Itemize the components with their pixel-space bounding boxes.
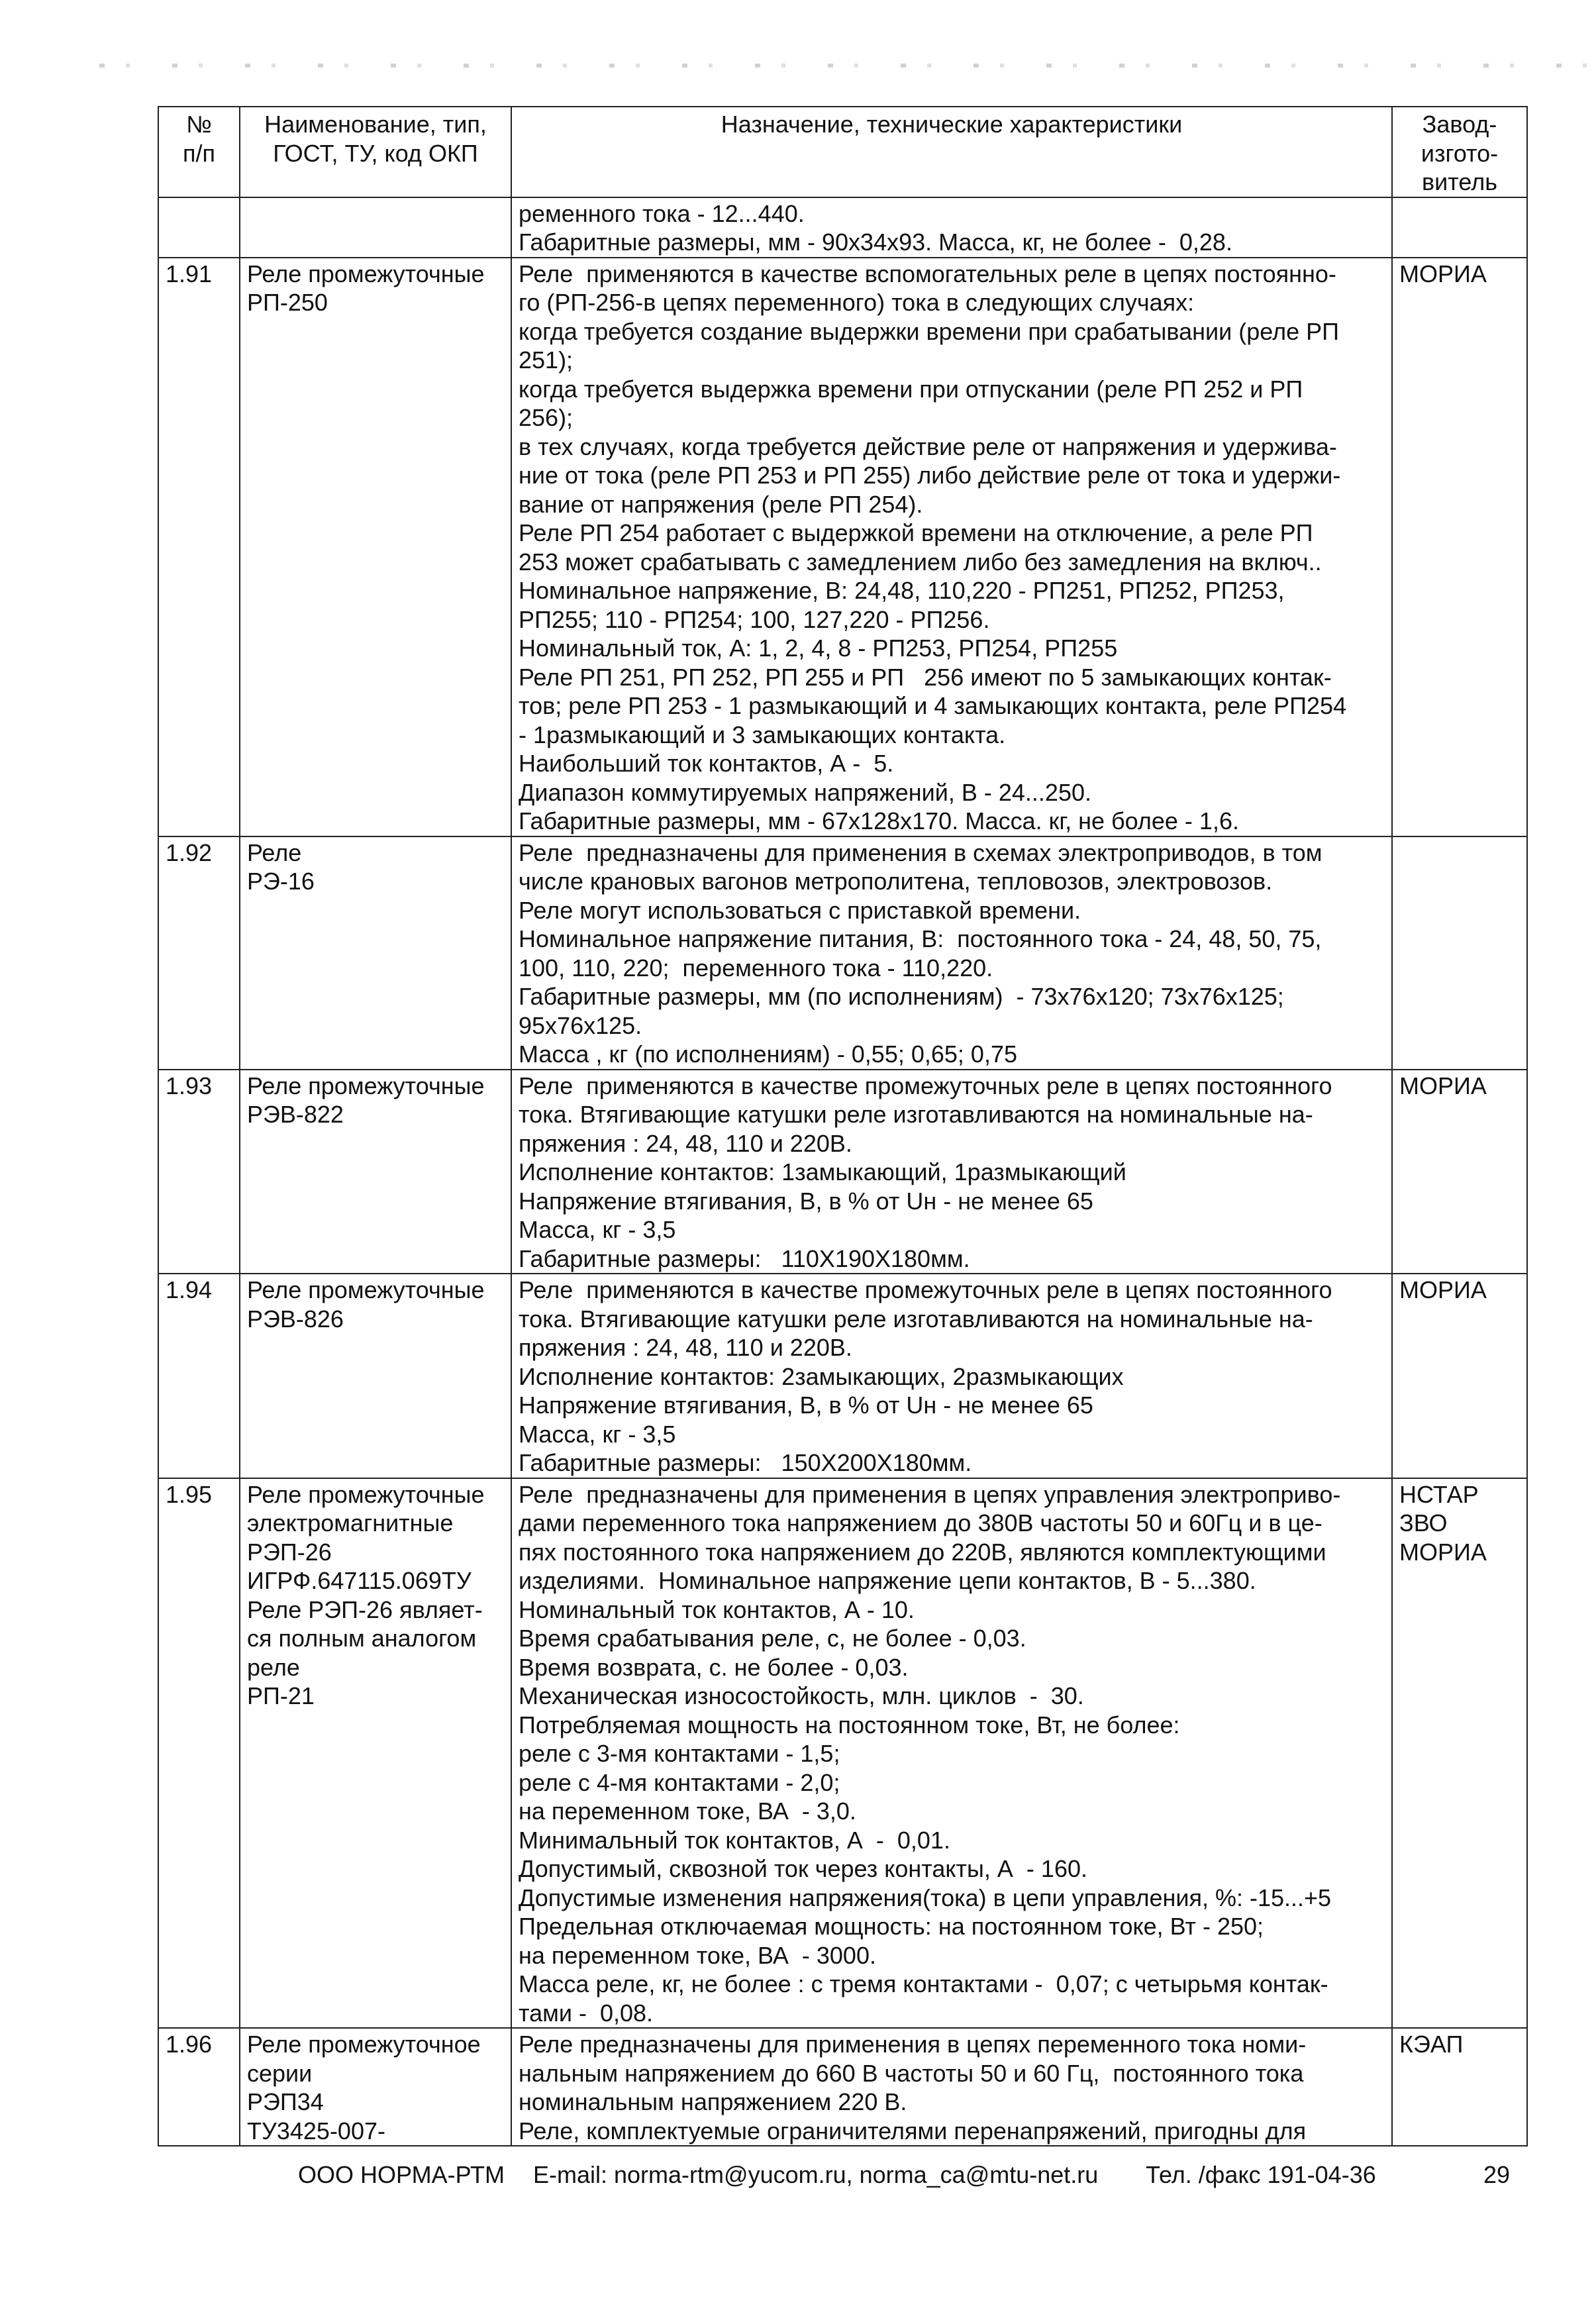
header-num bbox=[158, 107, 240, 197]
header-line: витель bbox=[1422, 168, 1497, 195]
product-name-line: РЭ-16 bbox=[247, 868, 315, 895]
description-line: Предельная отключаемая мощность: на постоянном токе, Вт - 250; bbox=[519, 1913, 1264, 1940]
description-line: Реле применяются в качестве промежуточных реле в цепях постоянного bbox=[519, 1276, 1332, 1303]
description-line: 251); bbox=[519, 346, 574, 374]
description-line: Наибольший ток контактов, А - 5. bbox=[519, 750, 894, 777]
description-line: в тех случаях, когда требуется действие реле от напряжения и удержива- bbox=[519, 432, 1337, 460]
page-number: 29 bbox=[1483, 2161, 1511, 2188]
description-line: 95х76х125. bbox=[519, 1011, 642, 1039]
cell-product-name bbox=[240, 836, 511, 1070]
manufacturer-line: МОРИА bbox=[1399, 1538, 1487, 1566]
description-line: вание от напряжения (реле РП 254). bbox=[519, 490, 923, 518]
cell-manufacturer bbox=[1392, 197, 1527, 258]
cell-item-number: 1.95 bbox=[158, 1478, 240, 2029]
product-name-line: серии bbox=[247, 2059, 313, 2087]
description-line: 253 может срабатывать с замедлением либо без замедления на включ.. bbox=[519, 548, 1322, 576]
cell-product-name bbox=[240, 1274, 511, 1478]
description-line: Габаритные размеры, мм (по исполнениям) - 73х76х120; 73х76х125; bbox=[519, 983, 1284, 1010]
description-line: Реле, комплектуемые ограничителями перенапряжений, пригодны для bbox=[519, 2117, 1307, 2145]
product-name-line: Реле промежуточное bbox=[247, 2031, 481, 2058]
description-line: пях постоянного тока напряжением до 220В, являются комплектующими bbox=[519, 1538, 1326, 1566]
product-name-line: РП-250 bbox=[247, 289, 328, 316]
description-line: на переменном токе, ВА - 3,0. bbox=[519, 1797, 856, 1825]
manufacturer-line: КЭАП bbox=[1399, 2031, 1464, 2058]
scan-artifact bbox=[99, 64, 1589, 68]
description-line: реле с 3-мя контактами - 1,5; bbox=[519, 1740, 840, 1767]
description-line: Габаритные размеры, мм - 90х34х93. Масса, кг, не более - 0,28. bbox=[519, 228, 1232, 256]
description-line: Время срабатывания реле, с, не более - 0,03. bbox=[519, 1625, 1026, 1652]
manufacturer-line: ЗВО bbox=[1399, 1509, 1448, 1537]
cell-product-name bbox=[240, 2028, 511, 2146]
description-line: Минимальный ток контактов, А - 0,01. bbox=[519, 1826, 950, 1854]
description-line: го (РП-256-в цепях переменного) тока в следующих случаях: bbox=[519, 289, 1195, 316]
cell-item-number: 1.92 bbox=[158, 836, 240, 1070]
product-name-line: Реле промежуточные bbox=[247, 1072, 485, 1099]
cell-manufacturer bbox=[1392, 258, 1527, 836]
product-name-line: реле bbox=[247, 1653, 300, 1681]
description-line: Номинальный ток, А: 1, 2, 4, 8 - РП253, РП254, РП255 bbox=[519, 634, 1118, 662]
description-line: тами - 0,08. bbox=[519, 1999, 654, 2027]
product-name-line: РП-21 bbox=[247, 1682, 315, 1709]
description-line: тока. Втягивающие катушки реле изготавливаются на номинальные на- bbox=[519, 1305, 1313, 1333]
cell-manufacturer bbox=[1392, 2028, 1527, 2146]
description-line: Масса, кг - 3,5 bbox=[519, 1420, 676, 1448]
description-line: Масса реле, кг, не более : с тремя контактами - 0,07; с четырьмя контак- bbox=[519, 1970, 1328, 1997]
header-line: ГОСТ, ТУ, код ОКП bbox=[273, 139, 478, 167]
description-line: ременного тока - 12...440. bbox=[519, 199, 805, 227]
manufacturer-line: НСТАР bbox=[1399, 1480, 1479, 1508]
cell-description bbox=[511, 197, 1392, 258]
footer-company: ООО НОРМА-РТМ bbox=[298, 2161, 505, 2188]
description-line: Напряжение втягивания, В, в % от Uн - не менее 65 bbox=[519, 1187, 1093, 1215]
description-line: пряжения : 24, 48, 110 и 220В. bbox=[519, 1129, 852, 1157]
table-body bbox=[158, 197, 1527, 2146]
footer-phone: Тел. /факс 191-04-36 bbox=[1146, 2161, 1376, 2188]
product-name-line: ТУ3425-007- bbox=[247, 2117, 385, 2145]
cell-item-number: 1.93 bbox=[158, 1070, 240, 1274]
cell-item-number: 1.94 bbox=[158, 1274, 240, 1478]
page-footer bbox=[0, 2158, 1596, 2192]
description-line: Масса , кг (по исполнениям) - 0,55; 0,65; 0,75 bbox=[519, 1040, 1017, 1068]
cell-description bbox=[511, 2028, 1392, 2146]
description-line: Габаритные размеры: 150Х200Х180мм. bbox=[519, 1449, 972, 1476]
cell-product-name bbox=[240, 1478, 511, 2029]
description-line: когда требуется выдержка времени при отпускании (реле РП 252 и РП bbox=[519, 375, 1303, 403]
header-line: Назначение, технические характеристики bbox=[721, 111, 1183, 138]
description-line: Время возврата, с. не более - 0,03. bbox=[519, 1653, 909, 1681]
cell-manufacturer bbox=[1392, 1070, 1527, 1274]
table-header-row bbox=[158, 107, 1527, 197]
description-line: тока. Втягивающие катушки реле изготавливаются на номинальные на- bbox=[519, 1101, 1313, 1128]
description-line: числе крановых вагонов метрополитена, тепловозов, электровозов. bbox=[519, 868, 1273, 895]
cell-description bbox=[511, 1274, 1392, 1478]
description-line: Реле предназначены для применения в схемах электроприводов, в том bbox=[519, 838, 1322, 866]
description-line: Механическая износостойкость, млн. циклов - 30. bbox=[519, 1682, 1084, 1709]
cell-manufacturer bbox=[1392, 1478, 1527, 2029]
cell-manufacturer bbox=[1392, 1274, 1527, 1478]
description-line: Реле РП 254 работает с выдержкой времени на отключение, а реле РП bbox=[519, 519, 1313, 546]
header-name bbox=[240, 107, 511, 197]
spec-table bbox=[158, 106, 1528, 2146]
description-line: пряжения : 24, 48, 110 и 220В. bbox=[519, 1334, 852, 1361]
table-row bbox=[158, 197, 1527, 258]
cell-product-name bbox=[240, 197, 511, 258]
manufacturer-line: МОРИА bbox=[1399, 260, 1487, 287]
description-line: Допустимые изменения напряжения(тока) в цепи управления, %: -15...+5 bbox=[519, 1884, 1332, 1911]
product-name-line: электромагнитные bbox=[247, 1509, 454, 1537]
description-line: Номинальное напряжение, В: 24,48, 110,220 - РП251, РП252, РП253, bbox=[519, 577, 1285, 604]
product-name-line: РЭП-26 bbox=[247, 1538, 332, 1566]
cell-item-number: 1.91 bbox=[158, 258, 240, 836]
description-line: реле с 4-мя контактами - 2,0; bbox=[519, 1768, 840, 1796]
cell-description bbox=[511, 1478, 1392, 2029]
product-name-line: РЭВ-826 bbox=[247, 1305, 344, 1333]
description-line: на переменном токе, ВА - 3000. bbox=[519, 1941, 876, 1969]
header-line: Завод- bbox=[1422, 111, 1497, 138]
description-line: Реле РП 251, РП 252, РП 255 и РП 256 имеют по 5 замыкающих контак- bbox=[519, 663, 1332, 691]
description-line: Габаритные размеры, мм - 67х128х170. Масса. кг, не более - 1,6. bbox=[519, 807, 1239, 834]
description-line: Реле применяются в качестве вспомогательных реле в цепях постоянно- bbox=[519, 260, 1336, 287]
product-name-line: Реле bbox=[247, 838, 302, 866]
description-line: Номинальный ток контактов, А - 10. bbox=[519, 1595, 915, 1623]
description-line: Реле предназначены для применения в цепях управления электроприво- bbox=[519, 1480, 1341, 1508]
header-line: Наименование, тип, bbox=[264, 111, 487, 138]
description-line: Напряжение втягивания, В, в % от Uн - не менее 65 bbox=[519, 1391, 1093, 1419]
cell-item-number: 1.96 bbox=[158, 2028, 240, 2146]
header-desc bbox=[511, 107, 1392, 197]
description-line: ние от тока (реле РП 253 и РП 255) либо действие реле от тока и удержи- bbox=[519, 462, 1341, 489]
cell-product-name bbox=[240, 258, 511, 836]
product-name-line: ся полным аналогом bbox=[247, 1625, 477, 1652]
description-line: Габаритные размеры: 110Х190Х180мм. bbox=[519, 1244, 970, 1272]
product-name-line: Реле промежуточные bbox=[247, 1480, 485, 1508]
header-maker bbox=[1392, 107, 1527, 197]
description-line: Диапазон коммутируемых напряжений, В - 24...250. bbox=[519, 778, 1092, 806]
product-name-line: РЭП34 bbox=[247, 2088, 324, 2115]
description-line: когда требуется создание выдержки времени при срабатывании (реле РП bbox=[519, 317, 1340, 345]
description-line: 256); bbox=[519, 404, 574, 431]
description-line: нальным напряжением до 660 В частоты 50 и 60 Гц, постоянного тока bbox=[519, 2059, 1304, 2087]
table-row bbox=[158, 258, 1527, 836]
product-name-line: ИГРФ.647115.069ТУ bbox=[247, 1567, 472, 1594]
cell-description bbox=[511, 258, 1392, 836]
description-line: изделиями. Номинальное напряжение цепи контактов, В - 5...380. bbox=[519, 1567, 1256, 1594]
manufacturer-line: МОРИА bbox=[1399, 1072, 1487, 1099]
description-line: дами переменного тока напряжением до 380В частоты 50 и 60Гц и в це- bbox=[519, 1509, 1322, 1537]
cell-description bbox=[511, 1070, 1392, 1274]
product-name-line: Реле промежуточные bbox=[247, 1276, 485, 1303]
description-line: номинальным напряжением 220 В. bbox=[519, 2088, 907, 2115]
cell-description bbox=[511, 836, 1392, 1070]
table-row bbox=[158, 2028, 1527, 2146]
description-line: Реле могут использоваться с приставкой времени. bbox=[519, 896, 1081, 924]
description-line: Исполнение контактов: 1замыкающий, 1размыкающий bbox=[519, 1158, 1126, 1186]
description-line: тов; реле РП 253 - 1 размыкающий и 4 замыкающих контакта, реле РП254 bbox=[519, 692, 1347, 719]
header-line: № bbox=[186, 111, 212, 138]
description-line: 100, 110, 220; переменного тока - 110,220. bbox=[519, 954, 993, 982]
header-line: п/п bbox=[183, 139, 215, 167]
cell-item-number bbox=[158, 197, 240, 258]
description-line: Реле применяются в качестве промежуточных реле в цепях постоянного bbox=[519, 1072, 1332, 1099]
description-line: Реле предназначены для применения в цепях переменного тока номи- bbox=[519, 2031, 1307, 2058]
cell-product-name bbox=[240, 1070, 511, 1274]
header-line: изгото- bbox=[1421, 139, 1499, 167]
manufacturer-line: МОРИА bbox=[1399, 1276, 1487, 1303]
description-line: Исполнение контактов: 2замыкающих, 2размыкающих bbox=[519, 1362, 1124, 1390]
product-name-line: Реле РЭП-26 являет- bbox=[247, 1595, 483, 1623]
product-name-line: Реле промежуточные bbox=[247, 260, 485, 287]
table-row bbox=[158, 1274, 1527, 1478]
cell-manufacturer bbox=[1392, 836, 1527, 1070]
description-line: Масса, кг - 3,5 bbox=[519, 1216, 676, 1243]
product-name-line: РЭВ-822 bbox=[247, 1101, 344, 1128]
description-line: - 1размыкающий и 3 замыкающих контакта. bbox=[519, 721, 1006, 748]
description-line: РП255; 110 - РП254; 100, 127,220 - РП256. bbox=[519, 605, 990, 633]
description-line: Потребляемая мощность на постоянном токе, Вт, не более: bbox=[519, 1711, 1180, 1739]
footer-email: E-mail: norma-rtm@yucom.ru, norma_ca@mtu-net.ru bbox=[533, 2161, 1099, 2188]
description-line: Допустимый, сквозной ток через контакты, А - 160. bbox=[519, 1855, 1087, 1882]
description-line: Номинальное напряжение питания, В: постоянного тока - 24, 48, 50, 75, bbox=[519, 925, 1322, 952]
table-row bbox=[158, 1478, 1527, 2029]
table-row bbox=[158, 836, 1527, 1070]
table-row bbox=[158, 1070, 1527, 1274]
